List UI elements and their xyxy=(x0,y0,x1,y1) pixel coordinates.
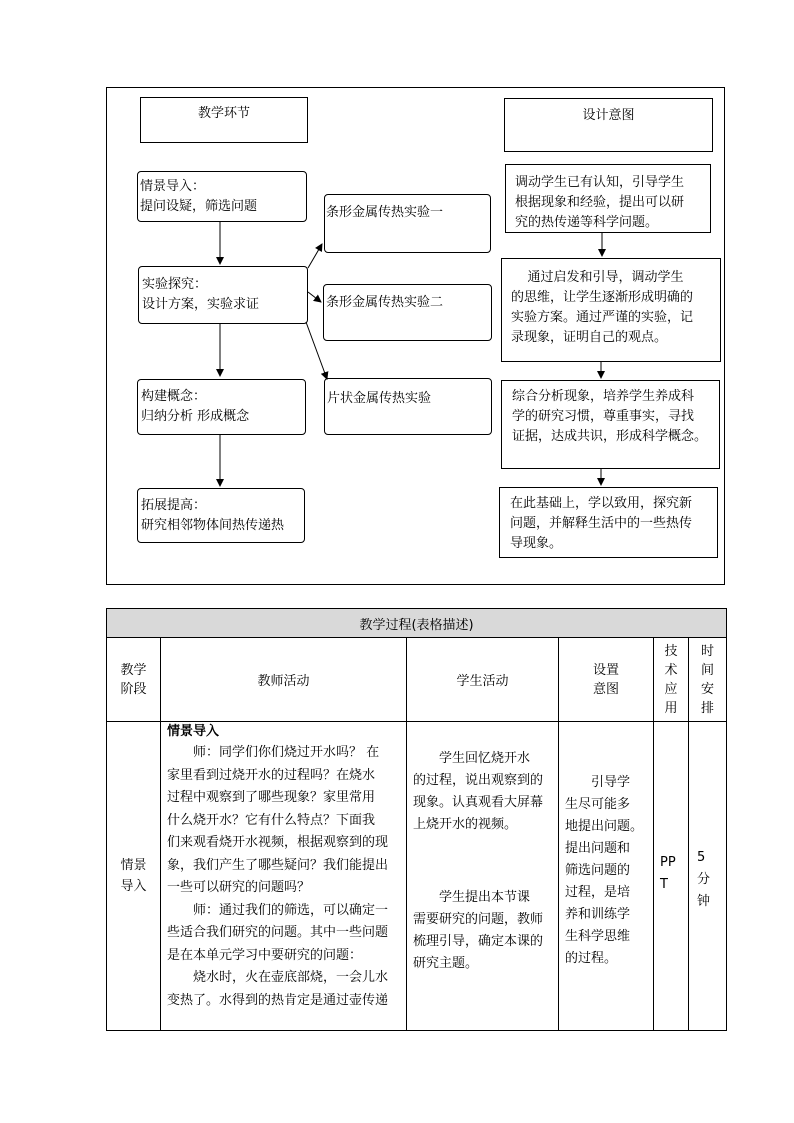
intent-box-1: 调动学生已有认知，引导学生 根据现象和经验，提出可以研 究的热传递等科学问题。 xyxy=(505,164,711,233)
col-header-intent: 设置 意图 xyxy=(559,638,654,722)
design-intent-header: 设计意图 xyxy=(504,98,713,152)
col-header-time: 时 间 安 排 xyxy=(689,638,727,722)
col-header-teacher: 教师活动 xyxy=(161,638,407,722)
teacher-activity-heading: 情景导入 xyxy=(167,724,220,739)
intent-box-4: 在此基础上，学以致用，探究新 问题，并解释生活中的一些热传 导现象。 xyxy=(499,487,718,558)
row-stage: 情景 导入 xyxy=(107,722,161,1031)
col-header-student: 学生活动 xyxy=(407,638,559,722)
intent-box-3: 综合分析现象，培养学生养成科 学的研究习惯，尊重事实，寻找 证据，达成共识，形成科学概念。 xyxy=(501,380,720,469)
experiment-box-2: 条形金属传热实验二 xyxy=(323,284,492,341)
flow-step-extension: 拓展提高： 研究相邻物体间热传递热 xyxy=(137,488,305,543)
table-title: 教学过程(表格描述) xyxy=(107,609,727,638)
experiment-box-3: 片状金属传热实验 xyxy=(324,378,492,435)
row-teacher-activity: 情景导入 师：同学们你们烧过开水吗？ 在 家里看到过烧开水的过程吗？在烧水 过程中观察到了哪些现象？家里常用 什么烧开水？它有什么特点？下面我 们来观看烧开水视频，根据观察到的现 象，我们产生了哪些疑问？我们能提出 一些可以研究的问题吗？ 师：通过我们的筛选，可以确定一 些适合我们研究的问题。其中一些问题 是在本单元学习中要研究的问题： 烧水时，火在壶底部烧，一会儿水 变热了。水得到的热肯定是通过壶传递 xyxy=(161,722,407,1031)
experiment-box-1: 条形金属传热实验一 xyxy=(324,194,491,253)
col-header-stage: 教学 阶段 xyxy=(107,638,161,722)
row-tech: PP T xyxy=(654,722,689,1031)
flow-step-concept: 构建概念： 归纳分析 形成概念 xyxy=(137,379,306,435)
col-header-tech: 技 术 应 用 xyxy=(654,638,689,722)
intent-box-2: 通过启发和引导，调动学生 的思维，让学生逐渐形成明确的 实验方案。通过严谨的实验，记 录现象，证明自己的观点。 xyxy=(501,258,721,362)
teaching-stage-header: 教学环节 xyxy=(140,97,308,143)
flow-step-experiment: 实验探究： 设计方案，实验求证 xyxy=(138,266,308,324)
teaching-process-table xyxy=(106,608,727,1031)
flow-step-scenario: 情景导入： 提问设疑，筛选问题 xyxy=(137,171,307,222)
row-time: 5 分 钟 xyxy=(689,722,727,1031)
row-design-intent: 引导学 生尽可能多 地提出问题。 提出问题和 筛选问题的 过程，是培 养和训练学 生科学思维 的过程。 xyxy=(559,722,654,1031)
row-student-activity: 学生回忆烧开水 的过程，说出观察到的 现象。认真观看大屏幕 上烧开水的视频。 学生提出本节课 需要研究的问题，教师 梳理引导，确定本课的 研究主题。 xyxy=(407,722,559,1031)
